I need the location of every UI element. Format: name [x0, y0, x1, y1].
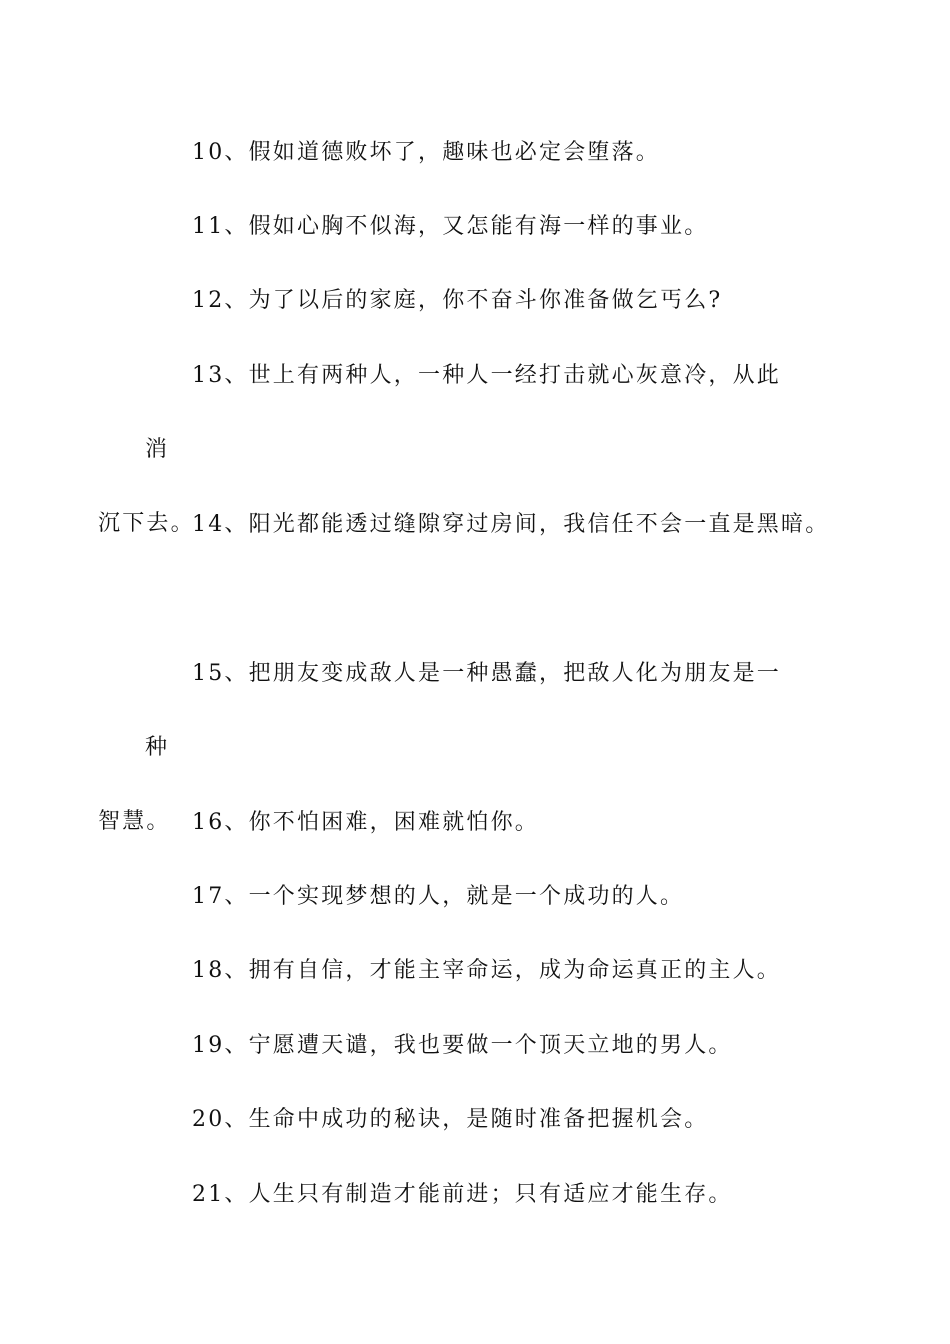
paragraph-10	[145, 116, 805, 190]
paragraph-line: 15、把朋友变成敌人是一种愚蠢，把敌人化为朋友是一种	[145, 661, 781, 760]
paragraph-line: 20、生命中成功的秘诀，是随时准备把握机会。	[192, 1107, 709, 1132]
paragraph-18	[145, 934, 805, 1008]
paragraph-12	[145, 264, 805, 338]
paragraph-19	[145, 1009, 805, 1083]
paragraph-line: 12、为了以后的家庭，你不奋斗你准备做乞丐么?	[192, 288, 723, 313]
paragraph-line: 13、世上有两种人，一种人一经打击就心灰意冷，从此消	[145, 363, 781, 462]
paragraph-line-continued: 智慧。	[98, 809, 171, 834]
paragraph-14	[145, 488, 830, 562]
paragraph-line-continued: 沉下去。	[98, 511, 195, 536]
paragraph-line: 10、假如道德败坏了，趣味也必定会堕落。	[192, 140, 660, 165]
paragraph-line: 17、一个实现梦想的人，就是一个成功的人。	[192, 884, 685, 909]
paragraph-line: 18、拥有自信，才能主宰命运，成为命运真正的主人。	[192, 958, 781, 983]
paragraph-line: 11、假如心胸不似海，又怎能有海一样的事业。	[192, 214, 709, 239]
paragraph-20	[145, 1083, 805, 1157]
paragraph-21	[145, 1158, 805, 1232]
paragraph-line: 14、阳光都能透过缝隙穿过房间，我信任不会一直是黑暗。	[192, 512, 830, 537]
paragraph-line: 21、人生只有制造才能前进；只有适应才能生存。	[192, 1182, 733, 1207]
paragraph-16	[145, 786, 805, 860]
paragraph-17	[145, 860, 805, 934]
paragraph-line: 19、宁愿遭天谴，我也要做一个顶天立地的男人。	[192, 1033, 733, 1058]
paragraph-line: 16、你不怕困难，困难就怕你。	[192, 810, 539, 835]
paragraph-11	[145, 190, 805, 264]
